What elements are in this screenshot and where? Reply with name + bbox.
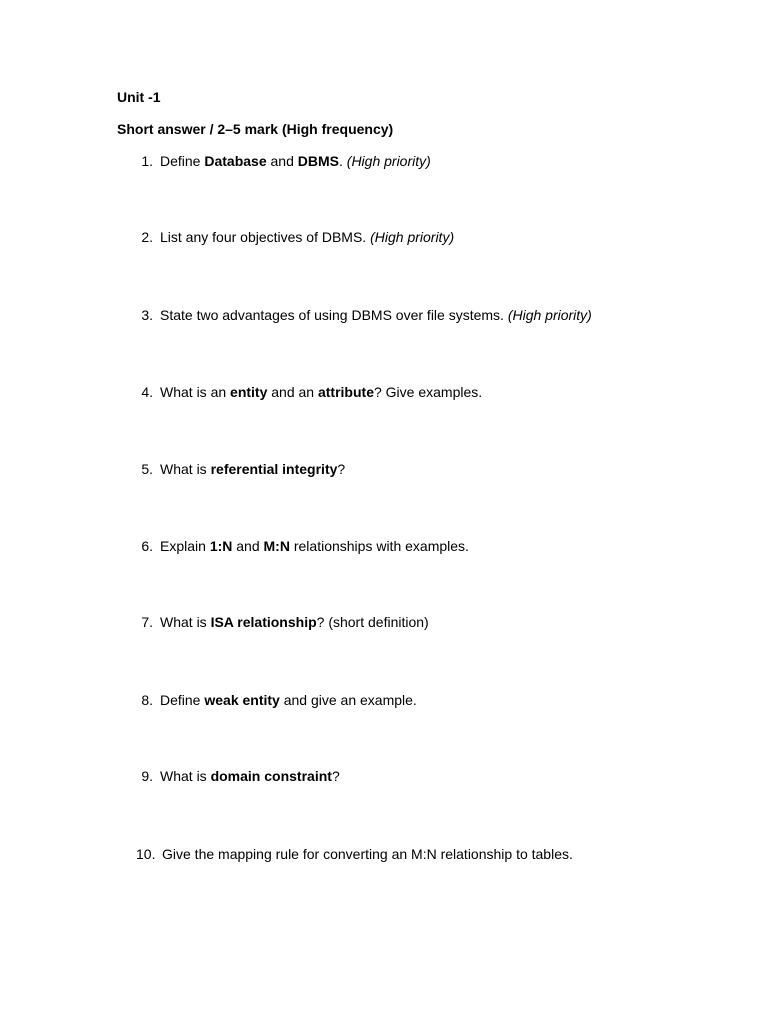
question-text <box>160 461 345 477</box>
question-segment: and <box>232 538 264 554</box>
question-segment: List any four objectives of DBMS. <box>160 229 371 245</box>
question-segment: ? <box>337 461 346 477</box>
question-segment: What is an <box>160 384 231 400</box>
question-segment: What is <box>160 461 211 477</box>
question-segment: and <box>266 153 298 169</box>
question-item <box>0 614 768 634</box>
question-segment: and an <box>267 384 318 400</box>
question-segment: Define <box>160 153 205 169</box>
question-text <box>160 307 592 323</box>
question-number: 2. <box>141 229 153 245</box>
question-segment: What is <box>160 614 211 630</box>
question-segment: and give an example. <box>279 692 417 708</box>
question-segment: (High priority) <box>370 229 455 245</box>
question-segment: weak entity <box>204 692 280 708</box>
question-segment: 1:N <box>209 538 233 554</box>
question-number: 10. <box>136 846 156 862</box>
question-text <box>160 692 417 708</box>
question-segment: entity <box>230 384 268 400</box>
question-segment: ? <box>331 768 340 784</box>
question-item <box>0 229 768 249</box>
question-number: 1. <box>141 153 153 169</box>
question-number: 5. <box>141 461 153 477</box>
question-text <box>160 153 431 169</box>
question-number: 7. <box>141 614 153 630</box>
question-segment: ? (short definition) <box>316 614 429 630</box>
question-segment: referential integrity <box>210 461 338 477</box>
question-item <box>0 846 768 866</box>
question-segment: What is <box>160 768 211 784</box>
question-number: 6. <box>141 538 153 554</box>
question-segment: ISA relationship <box>210 614 317 630</box>
question-segment: DBMS <box>297 153 339 169</box>
question-segment: (High priority) <box>346 153 431 169</box>
section-title: Short answer / 2–5 mark (High frequency) <box>117 121 394 137</box>
question-item <box>0 692 768 712</box>
question-segment: Explain <box>160 538 210 554</box>
question-item <box>0 461 768 481</box>
question-number: 8. <box>141 692 153 708</box>
question-segment: . <box>339 153 347 169</box>
question-item <box>0 768 768 788</box>
question-segment: domain constraint <box>210 768 332 784</box>
question-text <box>160 768 340 784</box>
question-segment: (High priority) <box>507 307 592 323</box>
question-segment: M:N <box>263 538 290 554</box>
question-text <box>160 229 454 245</box>
question-segment: Define <box>160 692 205 708</box>
question-item <box>0 153 768 173</box>
unit-title: Unit -1 <box>117 89 161 105</box>
question-segment: Give the mapping rule for converting an M:N relationship to tables. <box>162 846 573 862</box>
question-item <box>0 307 768 327</box>
question-text <box>160 384 482 400</box>
question-number: 9. <box>141 768 153 784</box>
question-text <box>160 614 429 630</box>
question-text <box>162 846 573 862</box>
question-number: 4. <box>141 384 153 400</box>
question-item <box>0 538 768 558</box>
question-segment: State two advantages of using DBMS over file systems. <box>160 307 508 323</box>
question-segment: relationships with examples. <box>289 538 469 554</box>
question-segment: ? Give examples. <box>373 384 483 400</box>
question-text <box>160 538 469 554</box>
question-segment: attribute <box>317 384 374 400</box>
question-number: 3. <box>141 307 153 323</box>
question-item <box>0 384 768 404</box>
question-segment: Database <box>204 153 267 169</box>
